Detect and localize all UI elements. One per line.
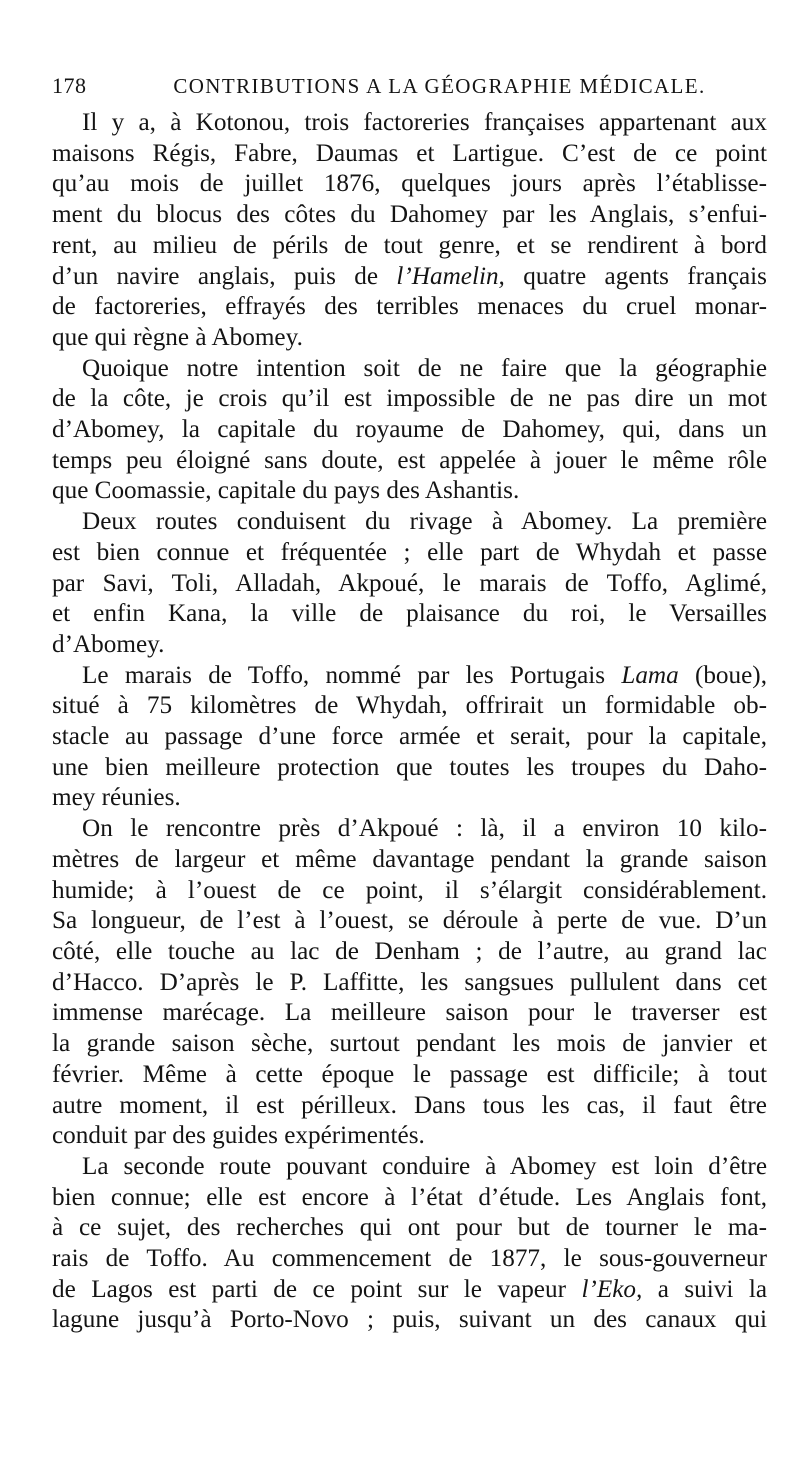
text-segment: (boue), xyxy=(678,661,767,689)
text-segment: quatre agents français xyxy=(504,262,767,290)
text-line: stacle au passage d’une force armée et serait, pour la capitale, xyxy=(52,723,767,751)
text-line: de factoreries, effrayés des terribles menaces du cruel monar- xyxy=(52,293,767,321)
text-line: Sa longueur, de l’est à l’ouest, se déroule à perte de vue. D’un xyxy=(52,907,767,935)
text-line: qu’au mois de juillet 1876, quelques jours après l’établisse- xyxy=(52,170,767,198)
text-line: février. Même à cette époque le passage est difficile; à tout xyxy=(52,1060,767,1088)
paragraph-kotonou xyxy=(52,108,767,354)
text-line: situé à 75 kilomètres de Whydah, offrirait un formidable ob- xyxy=(52,692,767,720)
text-segment: d’un navire anglais, puis de xyxy=(52,262,397,290)
text-line: immense marécage. La meilleure saison pour le traverser est xyxy=(52,999,767,1027)
text-line: bien connue; elle est encore à l’état d’étude. Les Anglais font, xyxy=(52,1183,767,1211)
text-line: d’Hacco. D’après le P. Laffitte, les sangsues pullulent dans cet xyxy=(52,968,767,996)
text-line-mixed xyxy=(52,661,767,692)
text-line: Il y a, à Kotonou, trois factoreries françaises appartenant aux xyxy=(82,109,767,136)
text-line: ment du blocus des côtes du Dahomey par les Anglais, s’enfui- xyxy=(52,201,767,229)
ship-name-eko: l’Eko, xyxy=(581,1275,643,1303)
text-line-mixed xyxy=(52,1275,767,1306)
text-line: rent, au milieu de périls de tout genre, et se rendirent à bord xyxy=(52,231,767,259)
text-line: humide; à l’ouest de ce point, il s’élargit considérablement. xyxy=(52,876,767,904)
page-header xyxy=(52,68,767,104)
paragraph-routes xyxy=(52,507,767,661)
running-title: CONTRIBUTIONS A LA GÉOGRAPHIE MÉDICALE. xyxy=(173,74,706,98)
text-line: une bien meilleure protection que toutes les troupes du Daho- xyxy=(52,753,767,781)
text-line: Deux routes conduisent du rivage à Abomey. La première xyxy=(82,508,767,536)
text-line: rais de Toffo. Au commencement de 1877, le sous-gouverneur xyxy=(52,1245,767,1273)
text-line: d’Abomey. xyxy=(52,630,165,658)
text-line: On le rencontre près d’Akpoué : là, il a environ 10 kilo- xyxy=(82,815,767,843)
text-line: est bien connue et fréquentée ; elle part de Whydah et passe xyxy=(52,538,767,566)
text-line: par Savi, Toli, Alladah, Akpoué, le marais de Toffo, Aglimé, xyxy=(52,569,767,597)
text-line: lagune jusqu’à Porto-Novo ; puis, suivant un des canaux qui xyxy=(52,1306,767,1334)
paragraph-seconde-route xyxy=(52,1152,767,1336)
text-line: autre moment, il est périlleux. Dans tous les cas, il faut être xyxy=(52,1091,767,1119)
text-line-mixed xyxy=(52,262,767,293)
text-line: et enfin Kana, la ville de plaisance du roi, le Versailles xyxy=(52,600,767,628)
text-segment: a suivi la xyxy=(642,1275,767,1303)
text-segment: de Lagos est parti de ce point sur le vapeur xyxy=(52,1275,582,1303)
text-line: la grande saison sèche, surtout pendant les mois de janvier et xyxy=(52,1030,767,1058)
paragraph-abomey xyxy=(52,354,767,508)
term-lama: Lama xyxy=(621,661,679,689)
text-line: d’Abomey, la capitale du royaume de Dahomey, qui, dans un xyxy=(52,416,767,444)
paragraph-akpoue xyxy=(52,814,767,1152)
text-line: Quoique notre intention soit de ne faire que la géographie xyxy=(82,354,767,382)
text-segment: Le marais de Toffo, nommé par les Portugais xyxy=(82,661,622,689)
body-text xyxy=(52,108,767,1336)
text-line: de la côte, je crois qu’il est impossible de ne pas dire un mot xyxy=(52,385,767,413)
paragraph-marais xyxy=(52,661,767,815)
page-number: 178 xyxy=(52,73,87,98)
text-line: mey réunies. xyxy=(52,784,181,812)
text-line: mètres de largeur et même davantage pendant la grande saison xyxy=(52,845,767,873)
text-line: temps peu éloigné sans doute, est appelée à jouer le même rôle xyxy=(52,446,767,474)
text-line: que Coomassie, capitale du pays des Ashantis. xyxy=(52,477,520,505)
text-line: conduit par des guides expérimentés. xyxy=(52,1122,425,1150)
text-line: que qui règne à Abomey. xyxy=(52,323,303,351)
text-line: côté, elle touche au lac de Denham ; de l’autre, au grand lac xyxy=(52,937,767,965)
text-line: maisons Régis, Fabre, Daumas et Lartigue. C’est de ce point xyxy=(52,139,767,167)
text-line: à ce sujet, des recherches qui ont pour but de tourner le ma- xyxy=(52,1214,767,1242)
ship-name-hamelin: l’Hamelin, xyxy=(396,262,505,290)
text-line: La seconde route pouvant conduire à Abomey est loin d’être xyxy=(82,1152,767,1180)
